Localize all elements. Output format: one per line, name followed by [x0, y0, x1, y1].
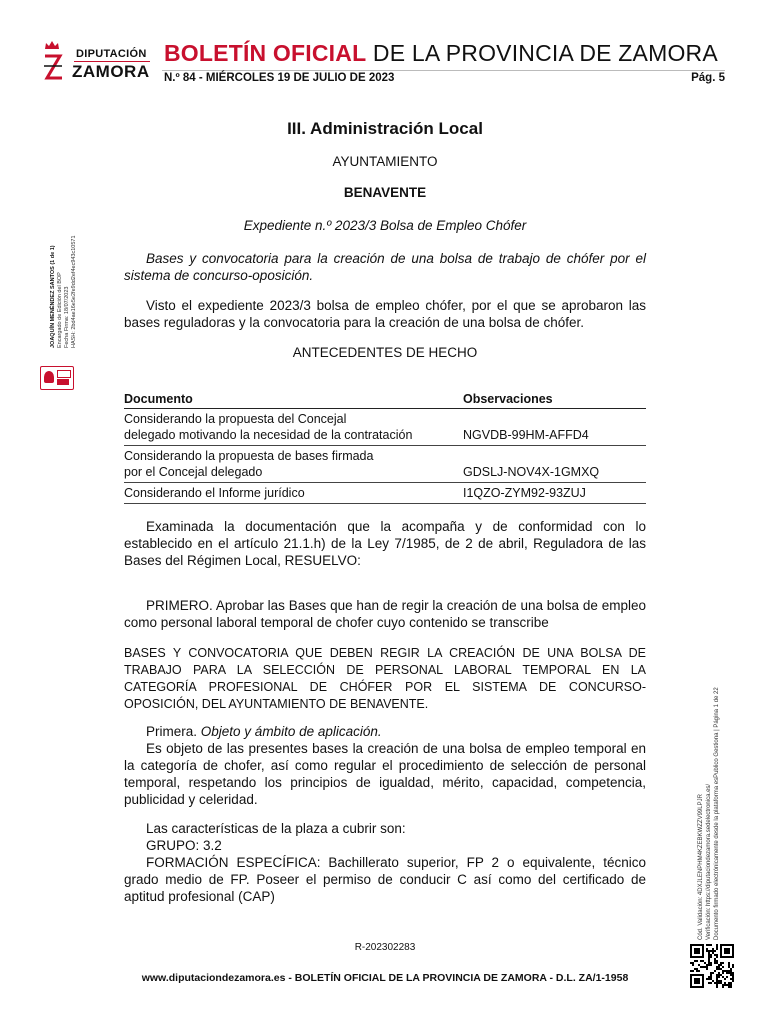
column-header-documento: Documento	[124, 392, 463, 409]
section-title: III. Administración Local	[287, 119, 483, 138]
visto-paragraph: Visto el expediente 2023/3 bolsa de empleo chófer, por el que se aprobaron las bases reguladoras y la convocatoria para la creación de una bolsa de chófer.	[124, 298, 646, 330]
table-row	[124, 409, 646, 446]
table-row	[124, 483, 646, 504]
column-header-observaciones: Observaciones	[463, 392, 646, 409]
signature-role: Encargado de Edición del BOP	[57, 272, 63, 348]
signature-hash: HASH: 2bd4ae16e5e2fe9dd2ef4ec943c10571	[71, 235, 77, 348]
expediente-title: Expediente n.º 2023/3 Bolsa de Empleo Chófer	[243, 218, 527, 233]
document-cell	[124, 446, 463, 483]
bases-paragraph: Bases y convocatoria para la creación de una bolsa de trabajo de chófer por el sistema de concurso-oposición.	[124, 251, 646, 283]
page-footer	[60, 972, 710, 984]
zamora-z-mark-icon	[42, 52, 64, 82]
page-number: Pág. 5	[691, 72, 725, 84]
bulletin-title	[164, 40, 718, 67]
footer-text: - BOLETÍN OFICIAL DE LA PROVINCIA DE ZAMORA - D.L. ZA/1-1958	[285, 972, 629, 984]
observation-cell: I1QZO-ZYM92-93ZUJ	[463, 483, 646, 504]
header-divider	[162, 70, 725, 71]
document-cell	[124, 409, 463, 446]
document-cell	[124, 483, 463, 504]
grupo-line: GRUPO: 3.2	[146, 838, 222, 853]
primera-clause	[124, 723, 646, 808]
validation-block	[697, 630, 737, 940]
bases-caps-paragraph: BASES Y CONVOCATORIA QUE DEBEN REGIR LA CREACIÓN DE UNA BOLSA DE TRABAJO PARA LA SELECCIÓN DE PERSONAL LABORAL TEMPORAL EN LA CATEGORÍA PROFESIONAL DE CHÓFER POR EL SISTEMA DE CONCURSO-OPOSICIÓN, DEL AYUNTAMIENTO DE BENAVENTE.	[124, 646, 646, 711]
document-line: Considerando el Informe jurídico	[124, 486, 305, 500]
validation-signed: Documento firmado electrónicamente desde la plataforma esPublico Gestiona | Página 1 de 22	[714, 687, 720, 940]
formacion-line: FORMACIÓN ESPECÍFICA: Bachillerato superior, FP 2 o equivalente, técnico grado medio de FP. Poseer el permiso de conducir C así como del certificado de aptitud profesional (CAP)	[124, 855, 646, 904]
documents-table	[124, 392, 646, 504]
bulletin-title-bold: BOLETÍN OFICIAL	[164, 40, 367, 66]
caracteristicas-intro: Las características de la plaza a cubrir son:	[146, 821, 406, 836]
document-line: por el Concejal delegado	[124, 465, 263, 479]
primero-paragraph: PRIMERO. Aprobar las Bases que han de regir la creación de una bolsa de empleo como personal laboral temporal de chofer cuyo contenido se transcribe	[124, 598, 646, 630]
reference-number: R-202302283	[354, 942, 416, 953]
town-name: BENAVENTE	[343, 185, 427, 200]
issue-info: N.º 84 - MIÉRCOLES 19 DE JULIO DE 2023	[164, 72, 395, 84]
document-line: Considerando la propuesta de bases firmada	[124, 449, 374, 463]
document-line: Considerando la propuesta del Concejal	[124, 412, 347, 426]
logo-line-zamora: ZAMORA	[72, 62, 150, 81]
signature-date: Fecha Firma: 18/07/2023	[64, 286, 70, 348]
table-header-row	[124, 392, 646, 409]
observation-cell: GDSLJ-NOV4X-1GMXQ	[463, 446, 646, 483]
logo-line-diputacion: DIPUTACIÓN	[76, 48, 147, 60]
bulletin-title-rest: DE LA PROVINCIA DE ZAMORA	[366, 40, 718, 66]
observation-cell: NGVDB-99HM-AFFD4	[463, 409, 646, 446]
diputacion-zamora-logo-icon	[40, 40, 152, 84]
validation-code: Cód. Validación: 4DXJLENPHM4KZEBKWZZV99LPJR	[698, 794, 704, 940]
seal-icon	[40, 366, 74, 390]
primera-heading	[124, 723, 646, 740]
antecedentes-heading: ANTECEDENTES DE HECHO	[292, 345, 478, 360]
ayuntamiento-label: AYUNTAMIENTO	[332, 154, 438, 169]
document-line: delegado motivando la necesidad de la contratación	[124, 428, 413, 442]
examinada-paragraph: Examinada la documentación que la acompaña y de conformidad con lo establecido en el artículo 21.1.h) de la Ley 7/1985, de 2 de abril, Reguladora de las Bases del Régimen Local, RESUELVO:	[124, 519, 646, 568]
table-row	[124, 446, 646, 483]
caracteristicas-block	[124, 820, 646, 905]
signature-name: JOAQUÍN MENÉNDEZ SANTOS (1 de 1)	[50, 245, 56, 348]
crown-icon	[44, 40, 60, 50]
validation-url: Verificación: https://diputaciondezamora.sedelectronica.es/	[706, 783, 712, 940]
footer-url: www.diputaciondezamora.es	[141, 972, 286, 984]
primera-text: Es objeto de las presentes bases la creación de una bolsa de empleo temporal en la categoría de chofer, así como regular el procedimiento de selección de personal temporal, respetando los principios de igualdad, mérito, capacidad, competencia, publicidad y celeridad.	[124, 741, 646, 807]
signature-block	[50, 218, 77, 348]
primera-title: Objeto y ámbito de aplicación.	[200, 724, 382, 739]
primera-label: Primera.	[146, 724, 198, 739]
